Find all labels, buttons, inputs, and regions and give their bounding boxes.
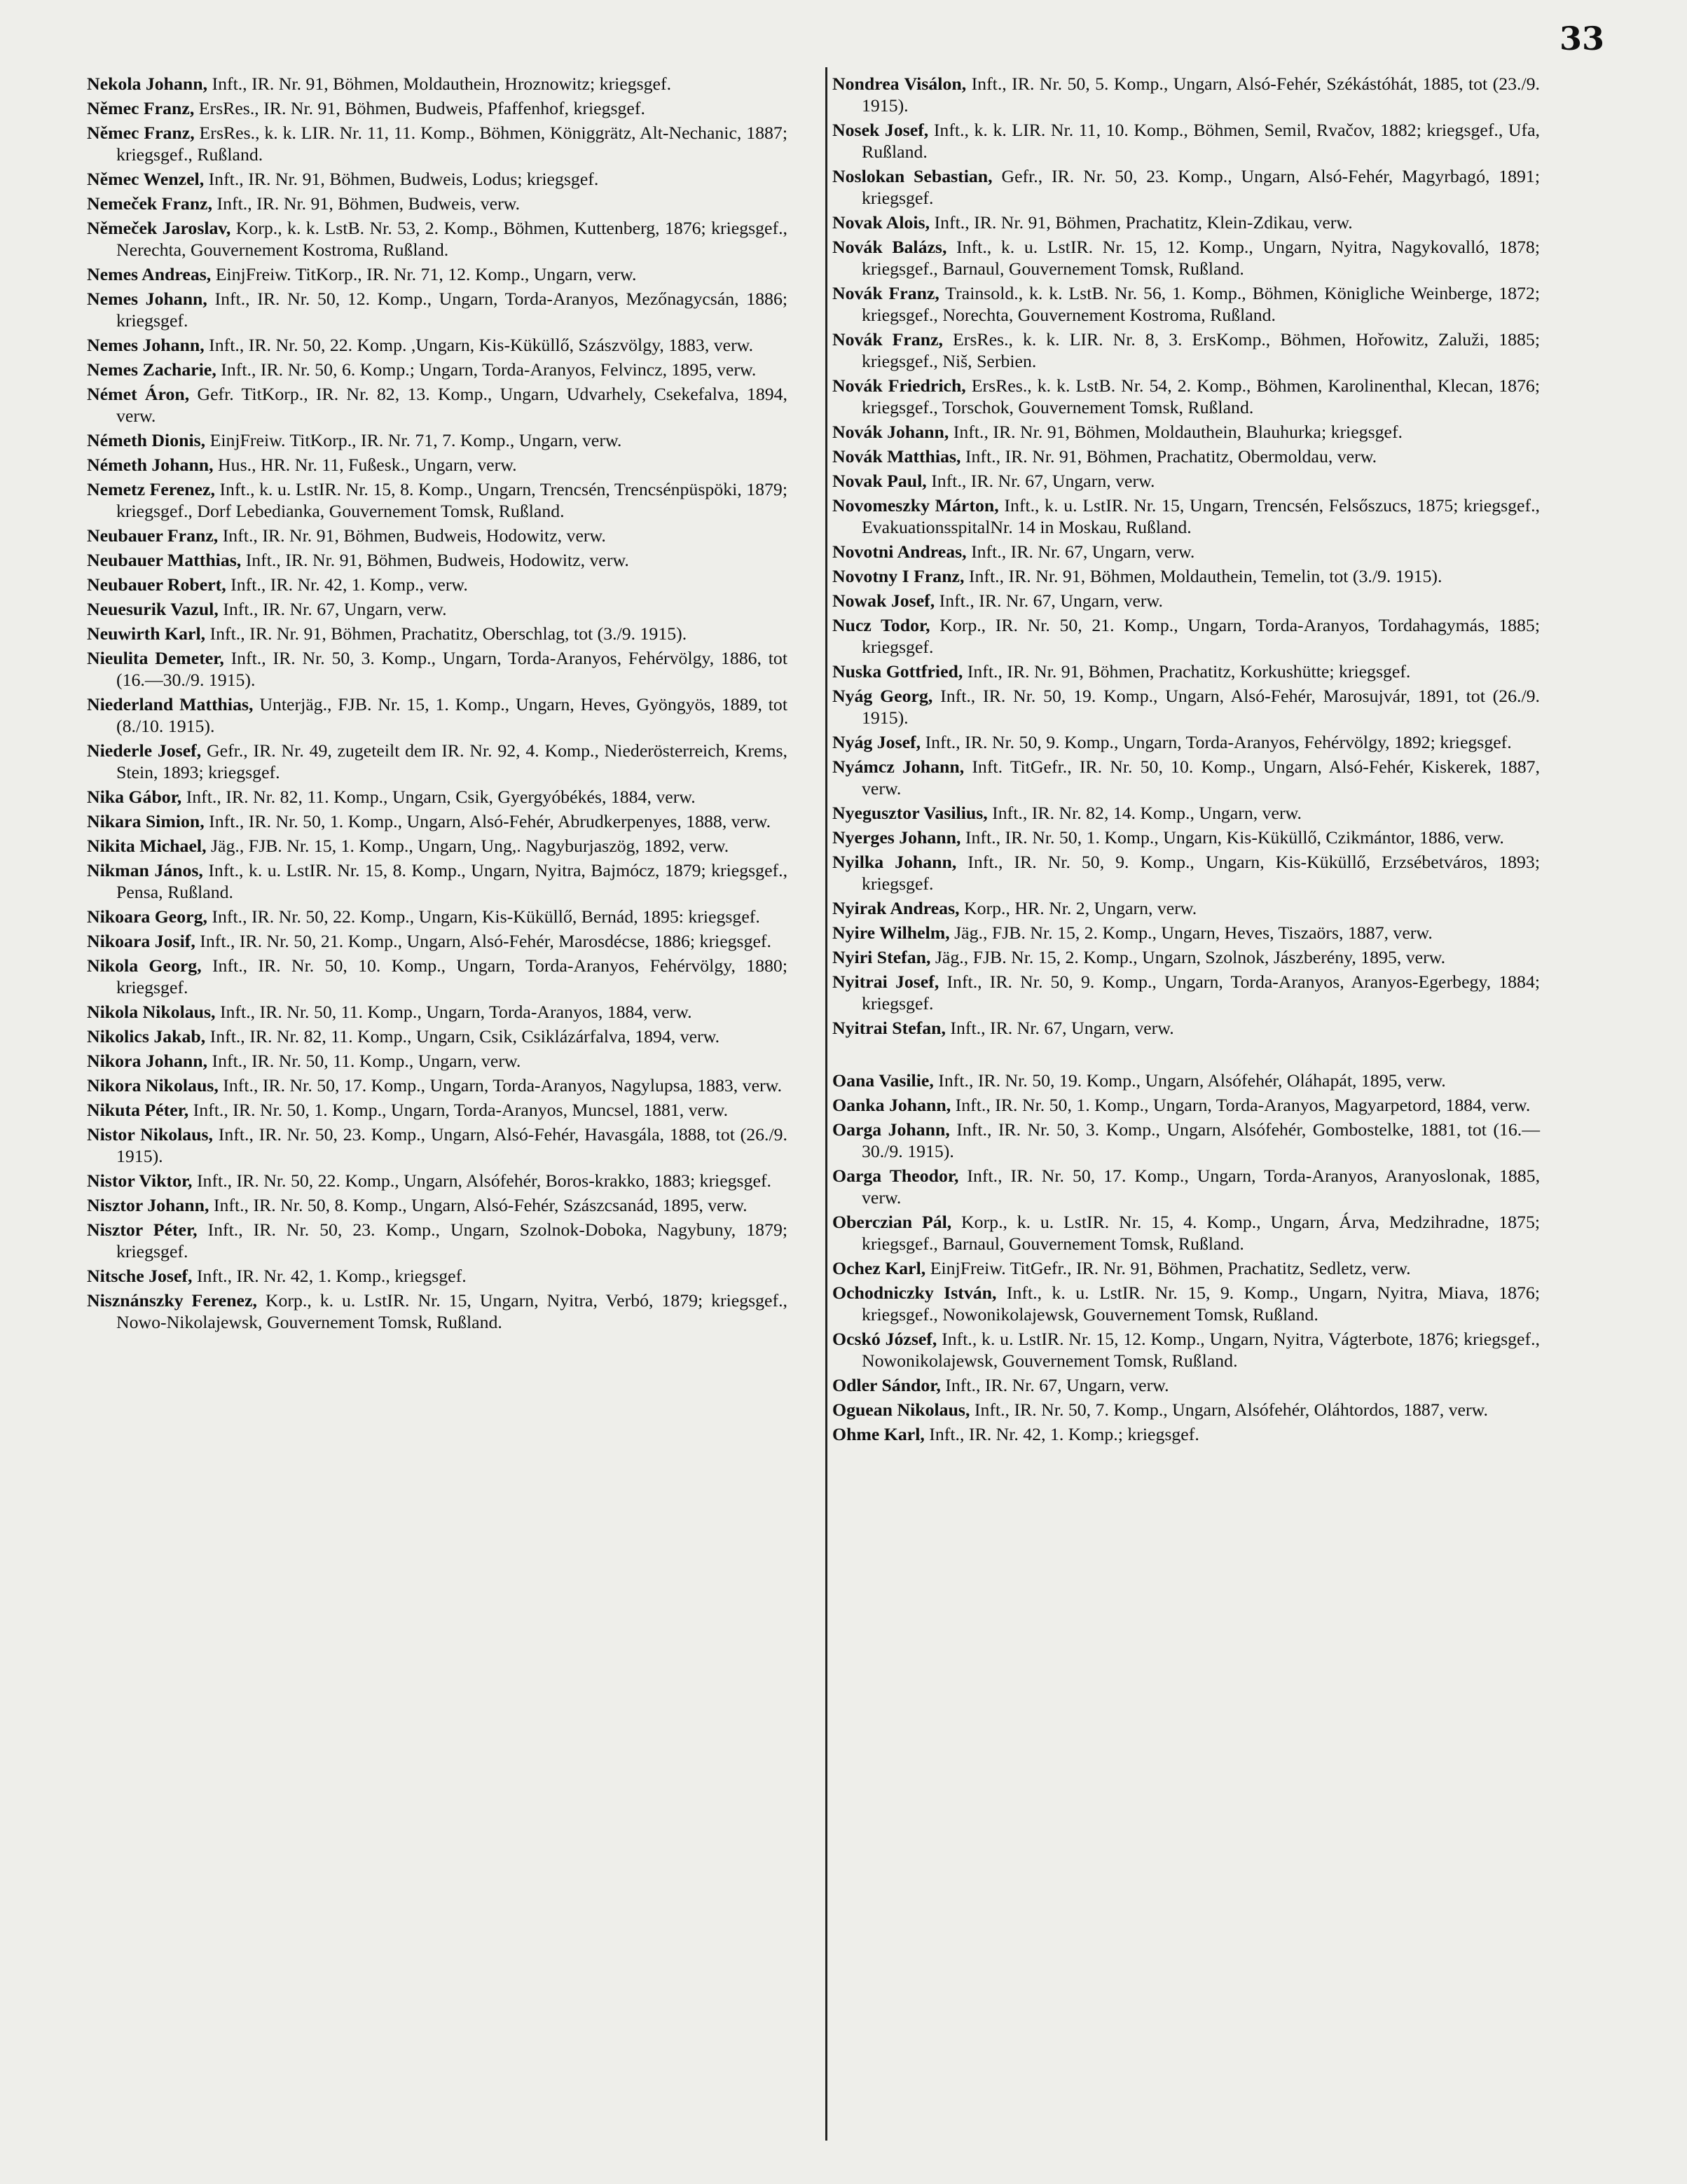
entry-name: Nyitrai Josef, [832, 972, 939, 992]
register-entry [832, 614, 1540, 658]
entry-details: Hus., HR. Nr. 11, Fußesk., Ungarn, verw. [218, 455, 517, 475]
register-entry [87, 786, 787, 808]
register-entry [832, 1017, 1540, 1039]
entry-name: Nikoara Georg, [87, 906, 207, 927]
register-entry [87, 859, 787, 903]
entry-details: Inft., IR. Nr. 50, 1. Komp., Ungarn, Torda-Aranyos, Muncsel, 1881, verw. [193, 1100, 729, 1120]
register-entry [832, 1211, 1540, 1255]
register-entry [87, 930, 787, 952]
entry-details: Inft., IR. Nr. 91, Böhmen, Prachatitz, Oberschlag, tot (3./9. 1915). [209, 623, 687, 644]
column-divider [825, 67, 827, 2141]
register-entry [87, 263, 787, 285]
entry-name: Němec Franz, [87, 123, 195, 143]
entry-details: Inft., IR. Nr. 67, Ungarn, verw. [950, 1018, 1174, 1038]
entry-details: Inft., IR. Nr. 67, Ungarn, verw. [931, 471, 1155, 491]
entry-details: Inft., k. u. LstIR. Nr. 15, 8. Komp., Ungarn, Nyitra, Bajmócz, 1879; kriegsgef., Pensa, Rußland. [116, 860, 788, 902]
entry-details: Jäg., FJB. Nr. 15, 2. Komp., Ungarn, Szolnok, Jászberény, 1895, verw. [935, 947, 1446, 967]
entry-details: Korp., k. u. LstIR. Nr. 15, Ungarn, Nyitra, Verbó, 1879; kriegsgef., Nowo-Nikolajewsk, Gouvernement Tomsk, Rußland. [116, 1290, 787, 1332]
entry-details: ErsRes., IR. Nr. 91, Böhmen, Budweis, Pfaffenhof, kriegsgef. [198, 98, 645, 118]
entry-name: Němec Franz, [87, 98, 195, 118]
entry-details: Korp., k. k. LstB. Nr. 53, 2. Komp., Böhmen, Kuttenberg, 1876; kriegsgef., Nerechta, Gouvernement Kostroma, Rußland. [116, 218, 787, 260]
entry-details: ErsRes., k. k. LIR. Nr. 8, 3. ErsKomp., Böhmen, Hořowitz, Zaluži, 1885; kriegsgef., Niš, Serbien. [862, 329, 1540, 371]
entry-details: Inft., IR. Nr. 91, Böhmen, Moldauthein, Hroznowitz; kriegsgef. [212, 74, 672, 94]
entry-details: Inft., k. u. LstIR. Nr. 15, 9. Komp., Ungarn, Nyitra, Miava, 1876; kriegsgef., Nowonikolajewsk, Gouvernement Tomsk, Rußland. [862, 1283, 1540, 1325]
entry-name: Nitsche Josef, [87, 1266, 193, 1286]
entry-name: Nikola Nikolaus, [87, 1002, 216, 1022]
entry-name: Ocskó József, [832, 1329, 937, 1349]
entry-details: Inft., IR. Nr. 50, 9. Komp., Ungarn, Torda-Aranyos, Fehérvölgy, 1892; kriegsgef. [925, 732, 1512, 752]
entry-name: Nemeček Franz, [87, 193, 213, 214]
entry-name: Nisztor Johann, [87, 1195, 209, 1215]
register-entry [87, 906, 787, 927]
entry-name: Niederland Matthias, [87, 694, 254, 714]
page-number: 33 [1559, 20, 1604, 57]
entry-details: EinjFreiw. TitKorp., IR. Nr. 71, 12. Komp., Ungarn, verw. [215, 264, 637, 284]
entry-details: Inft., IR. Nr. 50, 1. Komp., Ungarn, Alsó-Fehér, Abrudkerpenyes, 1888, verw. [209, 811, 771, 831]
entry-details: Inft., IR. Nr. 50, 23. Komp., Ungarn, Alsó-Fehér, Havasgála, 1888, tot (26./9. 1915). [116, 1124, 788, 1166]
entry-details: Inft., IR. Nr. 50, 17. Komp., Ungarn, Torda-Aranyos, Aranyoslonak, 1885, verw. [862, 1166, 1541, 1208]
entry-details: Inft., k. k. LIR. Nr. 11, 10. Komp., Böhmen, Semil, Rvačov, 1882; kriegsgef., Ufa, Rußland. [862, 120, 1540, 162]
entry-details: ErsRes., k. k. LstB. Nr. 54, 2. Komp., Böhmen, Karolinenthal, Klecan, 1876; kriegsgef., Torschok, Gouvernement Tomsk, Rußland. [862, 375, 1540, 417]
register-entry [832, 73, 1540, 116]
register-entry [87, 217, 787, 261]
entry-name: Nemetz Ferenez, [87, 479, 215, 499]
register-entry [87, 193, 787, 214]
register-entry [832, 802, 1540, 824]
entry-name: Nyire Wilhelm, [832, 922, 950, 943]
entry-details: Inft., IR. Nr. 91, Böhmen, Budweis, Hodowitz, verw. [245, 550, 629, 570]
entry-name: Nikoara Josif, [87, 931, 195, 951]
entry-name: Nyág Georg, [832, 686, 933, 706]
entry-details: Inft., k. u. LstIR. Nr. 15, 12. Komp., Ungarn, Nyitra, Nagykovalló, 1878; kriegsgef., Barnaul, Gouvernement Tomsk, Rußland. [862, 237, 1541, 279]
entry-details: Inft., IR. Nr. 67, Ungarn, verw. [223, 599, 447, 619]
register-entry [832, 1165, 1540, 1208]
register-entry [832, 661, 1540, 682]
entry-name: Nistor Viktor, [87, 1170, 193, 1191]
entry-name: Němec Wenzel, [87, 169, 205, 189]
entry-details: Inft., IR. Nr. 50, 1. Komp., Ungarn, Kis-Küküllő, Czikmántor, 1886, verw. [965, 827, 1504, 848]
register-entry [87, 574, 787, 595]
entry-name: Nyilka Johann, [832, 852, 957, 872]
entry-name: Novák Johann, [832, 422, 949, 442]
entry-name: Nucz Todor, [832, 615, 930, 635]
register-entry [832, 1070, 1540, 1091]
entry-details: Inft., IR. Nr. 67, Ungarn, verw. [939, 590, 1163, 611]
register-entry [832, 1374, 1540, 1396]
entry-details: Gefr. TitKorp., IR. Nr. 82, 13. Komp., Ungarn, Udvarhely, Csekefalva, 1894, verw. [116, 384, 787, 426]
register-entry [832, 282, 1540, 326]
entry-name: Novák Franz, [832, 283, 939, 303]
entry-name: Novák Friedrich, [832, 375, 966, 396]
entry-name: Novotni Andreas, [832, 541, 967, 562]
entry-name: Németh Johann, [87, 455, 214, 475]
entry-name: Novak Paul, [832, 471, 927, 491]
entry-details: Inft., IR. Nr. 42, 1. Komp., kriegsgef. [196, 1266, 467, 1286]
entry-name: Ohme Karl, [832, 1424, 925, 1444]
entry-name: Nuska Gottfried, [832, 661, 963, 682]
register-entry [87, 1124, 787, 1167]
register-entry [87, 1025, 787, 1047]
entry-name: Nyitrai Stefan, [832, 1018, 946, 1038]
section-gap [832, 1042, 1540, 1070]
entry-name: Niederle Josef, [87, 740, 202, 761]
entry-details: Inft., IR. Nr. 67, Ungarn, verw. [971, 541, 1195, 562]
entry-name: Német Áron, [87, 384, 190, 404]
entry-details: Inft., IR. Nr. 82, 11. Komp., Ungarn, Csik, Csiklázárfalva, 1894, verw. [209, 1026, 720, 1046]
left-column [87, 73, 787, 1336]
entry-details: Inft., IR. Nr. 50, 10. Komp., Ungarn, Torda-Aranyos, Fehérvölgy, 1880; kriegsgef. [116, 955, 787, 997]
entry-details: Inft., IR. Nr. 67, Ungarn, verw. [945, 1375, 1169, 1395]
register-entry [832, 495, 1540, 538]
entry-name: Oanka Johann, [832, 1095, 951, 1115]
entry-details: Inft., IR. Nr. 50, 5. Komp., Ungarn, Alsó-Fehér, Székástóhát, 1885, tot (23./9. 1915). [862, 74, 1540, 116]
entry-details: Inft., IR. Nr. 50, 6. Komp.; Ungarn, Torda-Aranyos, Felvincz, 1895, verw. [221, 359, 757, 380]
register-entry [832, 827, 1540, 848]
entry-details: Inft., IR. Nr. 91, Böhmen, Prachatitz, Klein-Zdikau, verw. [934, 212, 1353, 233]
entry-details: Inft., k. u. LstIR. Nr. 15, 8. Komp., Ungarn, Trencsén, Trencsénpüspöki, 1879; kriegsgef., Dorf Lebedianka, Gouvernement Tomsk, Rußland. [116, 479, 787, 521]
entry-name: Novák Franz, [832, 329, 944, 350]
entry-details: Inft., k. u. LstIR. Nr. 15, 12. Komp., Ungarn, Nyitra, Vágterbote, 1876; kriegsgef., Nowonikolajewsk, Gouvernement Tomsk, Rußland. [862, 1329, 1540, 1371]
register-entry [87, 97, 787, 119]
register-entry [832, 541, 1540, 562]
entry-name: Nisznánszky Ferenez, [87, 1290, 257, 1311]
register-entry [832, 1094, 1540, 1116]
register-entry [832, 851, 1540, 894]
entry-name: Nemes Andreas, [87, 264, 212, 284]
register-entry [832, 212, 1540, 233]
entry-name: Nyerges Johann, [832, 827, 961, 848]
entry-name: Oberczian Pál, [832, 1212, 952, 1232]
register-entry [87, 1170, 787, 1191]
entry-name: Nosek Josef, [832, 120, 929, 140]
register-entry [87, 359, 787, 380]
entry-name: Neubauer Franz, [87, 525, 219, 546]
register-entry [832, 897, 1540, 919]
register-entry [832, 946, 1540, 968]
register-entry [832, 1257, 1540, 1279]
entry-details: Inft., IR. Nr. 91, Böhmen, Moldauthein, Blauhurka; kriegsgef. [953, 422, 1403, 442]
entry-name: Nyegusztor Vasilius, [832, 803, 988, 823]
entry-details: EinjFreiw. TitKorp., IR. Nr. 71, 7. Komp., Ungarn, verw. [209, 430, 622, 450]
entry-details: Gefr., IR. Nr. 50, 23. Komp., Ungarn, Alsó-Fehér, Magyrbagó, 1891; kriegsgef. [862, 166, 1541, 208]
register-entry [87, 1050, 787, 1072]
entry-name: Nekola Johann, [87, 74, 208, 94]
entry-details: Inft., IR. Nr. 50, 22. Komp. ,Ungarn, Kis-Küküllő, Szászvölgy, 1883, verw. [209, 335, 754, 355]
entry-name: Nikola Georg, [87, 955, 202, 976]
entry-name: Nyág Josef, [832, 732, 921, 752]
entry-details: Inft., IR. Nr. 50, 21. Komp., Ungarn, Alsó-Fehér, Marosdécse, 1886; kriegsgef. [200, 931, 771, 951]
entry-name: Oana Vasilie, [832, 1070, 934, 1091]
entry-details: Inft., IR. Nr. 50, 23. Komp., Ungarn, Szolnok-Doboka, Nagybuny, 1879; kriegsgef. [116, 1219, 788, 1262]
register-entry [87, 429, 787, 451]
register-entry [87, 1194, 787, 1216]
register-entry [832, 1423, 1540, 1445]
entry-details: Inft., IR. Nr. 50, 12. Komp., Ungarn, Torda-Aranyos, Mezőnagycsán, 1886; kriegsgef. [116, 289, 788, 331]
register-entry [832, 470, 1540, 492]
register-entry [87, 598, 787, 620]
register-entry [832, 1119, 1540, 1162]
register-entry [832, 731, 1540, 753]
register-entry [87, 1001, 787, 1023]
entry-name: Noslokan Sebastian, [832, 166, 993, 186]
right-column [832, 73, 1540, 1448]
register-entry [87, 1219, 787, 1262]
entry-details: Inft., IR. Nr. 82, 11. Komp., Ungarn, Csik, Gyergyóbékés, 1884, verw. [186, 787, 696, 807]
entry-details: Inft., IR. Nr. 50, 9. Komp., Ungarn, Torda-Aranyos, Aranyos-Egerbegy, 1884; kriegsgef. [862, 972, 1541, 1014]
entry-name: Neuwirth Karl, [87, 623, 206, 644]
register-entry [87, 810, 787, 832]
entry-details: Inft. TitGefr., IR. Nr. 50, 10. Komp., Ungarn, Alsó-Fehér, Kiskerek, 1887, verw. [862, 756, 1540, 799]
entry-details: Inft., IR. Nr. 91, Böhmen, Budweis, verw. [216, 193, 521, 214]
entry-name: Nikora Nikolaus, [87, 1075, 219, 1096]
register-entry [832, 165, 1540, 209]
register-entry [87, 1074, 787, 1096]
entry-name: Nikuta Péter, [87, 1100, 189, 1120]
entry-details: Inft., IR. Nr. 50, 9. Komp., Ungarn, Kis-Küküllő, Erzsébetváros, 1893; kriegsgef. [862, 852, 1540, 894]
entry-name: Nemes Johann, [87, 289, 207, 309]
register-entry [87, 525, 787, 546]
entry-details: Inft., IR. Nr. 50, 22. Komp., Ungarn, Kis-Küküllő, Bernád, 1895: kriegsgef. [212, 906, 760, 927]
entry-name: Nyirak Andreas, [832, 898, 960, 918]
entry-name: Novák Balázs, [832, 237, 947, 257]
register-entry [87, 334, 787, 356]
register-entry [87, 383, 787, 427]
entry-details: Inft., IR. Nr. 50, 11. Komp., Ungarn, verw. [212, 1051, 521, 1071]
entry-name: Nyiri Stefan, [832, 947, 931, 967]
register-entry [87, 73, 787, 95]
entry-name: Ochodniczky István, [832, 1283, 997, 1303]
entry-name: Oarga Theodor, [832, 1166, 959, 1186]
entry-details: Inft., IR. Nr. 50, 3. Komp., Ungarn, Alsófehér, Gombostelke, 1881, tot (16.—30./9. 1915). [862, 1119, 1540, 1161]
register-entry [832, 590, 1540, 611]
entry-details: Inft., IR. Nr. 50, 19. Komp., Ungarn, Alsófehér, Oláhapát, 1895, verw. [938, 1070, 1446, 1091]
entry-details: Inft., IR. Nr. 50, 3. Komp., Ungarn, Torda-Aranyos, Fehérvölgy, 1886, tot (16.—30./9. 1915). [116, 648, 787, 690]
entry-details: Korp., k. u. LstIR. Nr. 15, 4. Komp., Ungarn, Árva, Medzihradne, 1875; kriegsgef., Barnaul, Gouvernement Tomsk, Rußland. [862, 1212, 1541, 1254]
register-entry [87, 454, 787, 476]
register-entry [832, 971, 1540, 1014]
entry-details: Inft., k. u. LstIR. Nr. 15, Ungarn, Trencsén, Felsőszucs, 1875; kriegsgef., EvakuationsspitalNr. 14 in Moskau, Rußland. [862, 495, 1540, 537]
register-entry [832, 685, 1540, 728]
entry-details: ErsRes., k. k. LIR. Nr. 11, 11. Komp., Böhmen, Königgrätz, Alt-Nechanic, 1887; kriegsgef., Rußland. [116, 123, 787, 165]
register-entry [87, 549, 787, 571]
entry-name: Novomeszky Márton, [832, 495, 999, 516]
entry-name: Nyámcz Johann, [832, 756, 965, 777]
entry-details: Inft., IR. Nr. 50, 11. Komp., Ungarn, Torda-Aranyos, 1884, verw. [219, 1002, 692, 1022]
entry-name: Nieulita Demeter, [87, 648, 224, 668]
register-entry [87, 1290, 787, 1333]
entry-details: Inft., IR. Nr. 82, 14. Komp., Ungarn, verw. [992, 803, 1302, 823]
register-entry [832, 329, 1540, 372]
entry-details: Inft., IR. Nr. 42, 1. Komp., verw. [230, 574, 468, 595]
register-entry [87, 740, 787, 783]
register-entry [87, 478, 787, 522]
register-entry [832, 756, 1540, 799]
entry-name: Němeček Jaroslav, [87, 218, 231, 238]
entry-name: Novak Alois, [832, 212, 930, 233]
entry-details: Jäg., FJB. Nr. 15, 2. Komp., Ungarn, Heves, Tiszaörs, 1887, verw. [954, 922, 1433, 943]
entry-details: Inft., IR. Nr. 50, 1. Komp., Ungarn, Torda-Aranyos, Magyarpetord, 1884, verw. [955, 1095, 1531, 1115]
entry-details: Inft., IR. Nr. 91, Böhmen, Prachatitz, Korkushütte; kriegsgef. [967, 661, 1411, 682]
register-entry [832, 119, 1540, 163]
entry-details: Inft., IR. Nr. 91, Böhmen, Budweis, Lodus; kriegsgef. [208, 169, 599, 189]
entry-name: Nikman János, [87, 860, 203, 880]
entry-name: Nisztor Péter, [87, 1219, 198, 1240]
register-entry [832, 421, 1540, 443]
entry-name: Németh Dionis, [87, 430, 206, 450]
register-entry [87, 623, 787, 644]
entry-name: Neubauer Robert, [87, 574, 226, 595]
entry-details: Unterjäg., FJB. Nr. 15, 1. Komp., Ungarn, Heves, Gyöngyös, 1889, tot (8./10. 1915). [116, 694, 787, 736]
entry-name: Nikolics Jakab, [87, 1026, 206, 1046]
entry-name: Oarga Johann, [832, 1119, 950, 1140]
entry-name: Novák Matthias, [832, 446, 961, 466]
register-entry [832, 375, 1540, 418]
entry-details: Korp., HR. Nr. 2, Ungarn, verw. [964, 898, 1197, 918]
entry-name: Ochez Karl, [832, 1258, 926, 1278]
register-entry [87, 1099, 787, 1121]
register-entry [87, 955, 787, 998]
register-entry [832, 1282, 1540, 1325]
entry-details: Inft., IR. Nr. 50, 17. Komp., Ungarn, Torda-Aranyos, Nagylupsa, 1883, verw. [223, 1075, 783, 1096]
entry-details: Inft., IR. Nr. 91, Böhmen, Budweis, Hodowitz, verw. [222, 525, 606, 546]
register-entry [87, 1265, 787, 1287]
entry-name: Nemes Johann, [87, 335, 205, 355]
entry-name: Odler Sándor, [832, 1375, 941, 1395]
register-entry [832, 236, 1540, 279]
entry-name: Nondrea Visálon, [832, 74, 967, 94]
register-entry [832, 922, 1540, 944]
entry-name: Nistor Nikolaus, [87, 1124, 214, 1145]
register-entry [832, 1399, 1540, 1421]
register-entry [87, 168, 787, 190]
entry-name: Novotny I Franz, [832, 566, 965, 586]
register-entry [87, 647, 787, 691]
entry-details: EinjFreiw. TitGefr., IR. Nr. 91, Böhmen, Prachatitz, Sedletz, verw. [930, 1258, 1411, 1278]
register-entry [87, 693, 787, 737]
entry-details: Inft., IR. Nr. 50, 19. Komp., Ungarn, Alsó-Fehér, Marosujvár, 1891, tot (26./9. 1915). [862, 686, 1540, 728]
entry-details: Jäg., FJB. Nr. 15, 1. Komp., Ungarn, Ung,. Nagyburjaszög, 1892, verw. [210, 836, 729, 856]
entry-details: Trainsold., k. k. LstB. Nr. 56, 1. Komp., Böhmen, Königliche Weinberge, 1872; kriegsgef., Norechta, Gouvernement Kostroma, Rußland. [862, 283, 1541, 325]
register-entry [832, 1328, 1540, 1371]
entry-name: Nikita Michael, [87, 836, 207, 856]
register-entry [832, 445, 1540, 467]
entry-details: Inft., IR. Nr. 50, 7. Komp., Ungarn, Alsófehér, Oláhtordos, 1887, verw. [974, 1399, 1488, 1420]
entry-name: Nemes Zacharie, [87, 359, 216, 380]
entry-name: Nikara Simion, [87, 811, 205, 831]
entry-name: Oguean Nikolaus, [832, 1399, 970, 1420]
entry-details: Inft., IR. Nr. 50, 8. Komp., Ungarn, Alsó-Fehér, Szászcsanád, 1895, verw. [213, 1195, 748, 1215]
entry-details: Inft., IR. Nr. 91, Böhmen, Moldauthein, Temelin, tot (3./9. 1915). [968, 566, 1442, 586]
entry-details: Inft., IR. Nr. 42, 1. Komp.; kriegsgef. [929, 1424, 1199, 1444]
entry-details: Gefr., IR. Nr. 49, zugeteilt dem IR. Nr. 92, 4. Komp., Niederösterreich, Krems, Stein, 1893; kriegsgef. [116, 740, 788, 782]
entry-name: Nika Gábor, [87, 787, 182, 807]
entry-name: Nikora Johann, [87, 1051, 208, 1071]
entry-name: Neuesurik Vazul, [87, 599, 219, 619]
entry-name: Neubauer Matthias, [87, 550, 242, 570]
entry-details: Inft., IR. Nr. 91, Böhmen, Prachatitz, Obermoldau, verw. [965, 446, 1377, 466]
register-entry [87, 288, 787, 331]
entry-details: Korp., IR. Nr. 50, 21. Komp., Ungarn, Torda-Aranyos, Tordahagymás, 1885; kriegsgef. [862, 615, 1540, 657]
register-entry [832, 565, 1540, 587]
register-entry [87, 122, 787, 165]
entry-details: Inft., IR. Nr. 50, 22. Komp., Ungarn, Alsófehér, Boros-krakko, 1883; kriegsgef. [196, 1170, 771, 1191]
register-entry [87, 835, 787, 857]
entry-name: Nowak Josef, [832, 590, 935, 611]
